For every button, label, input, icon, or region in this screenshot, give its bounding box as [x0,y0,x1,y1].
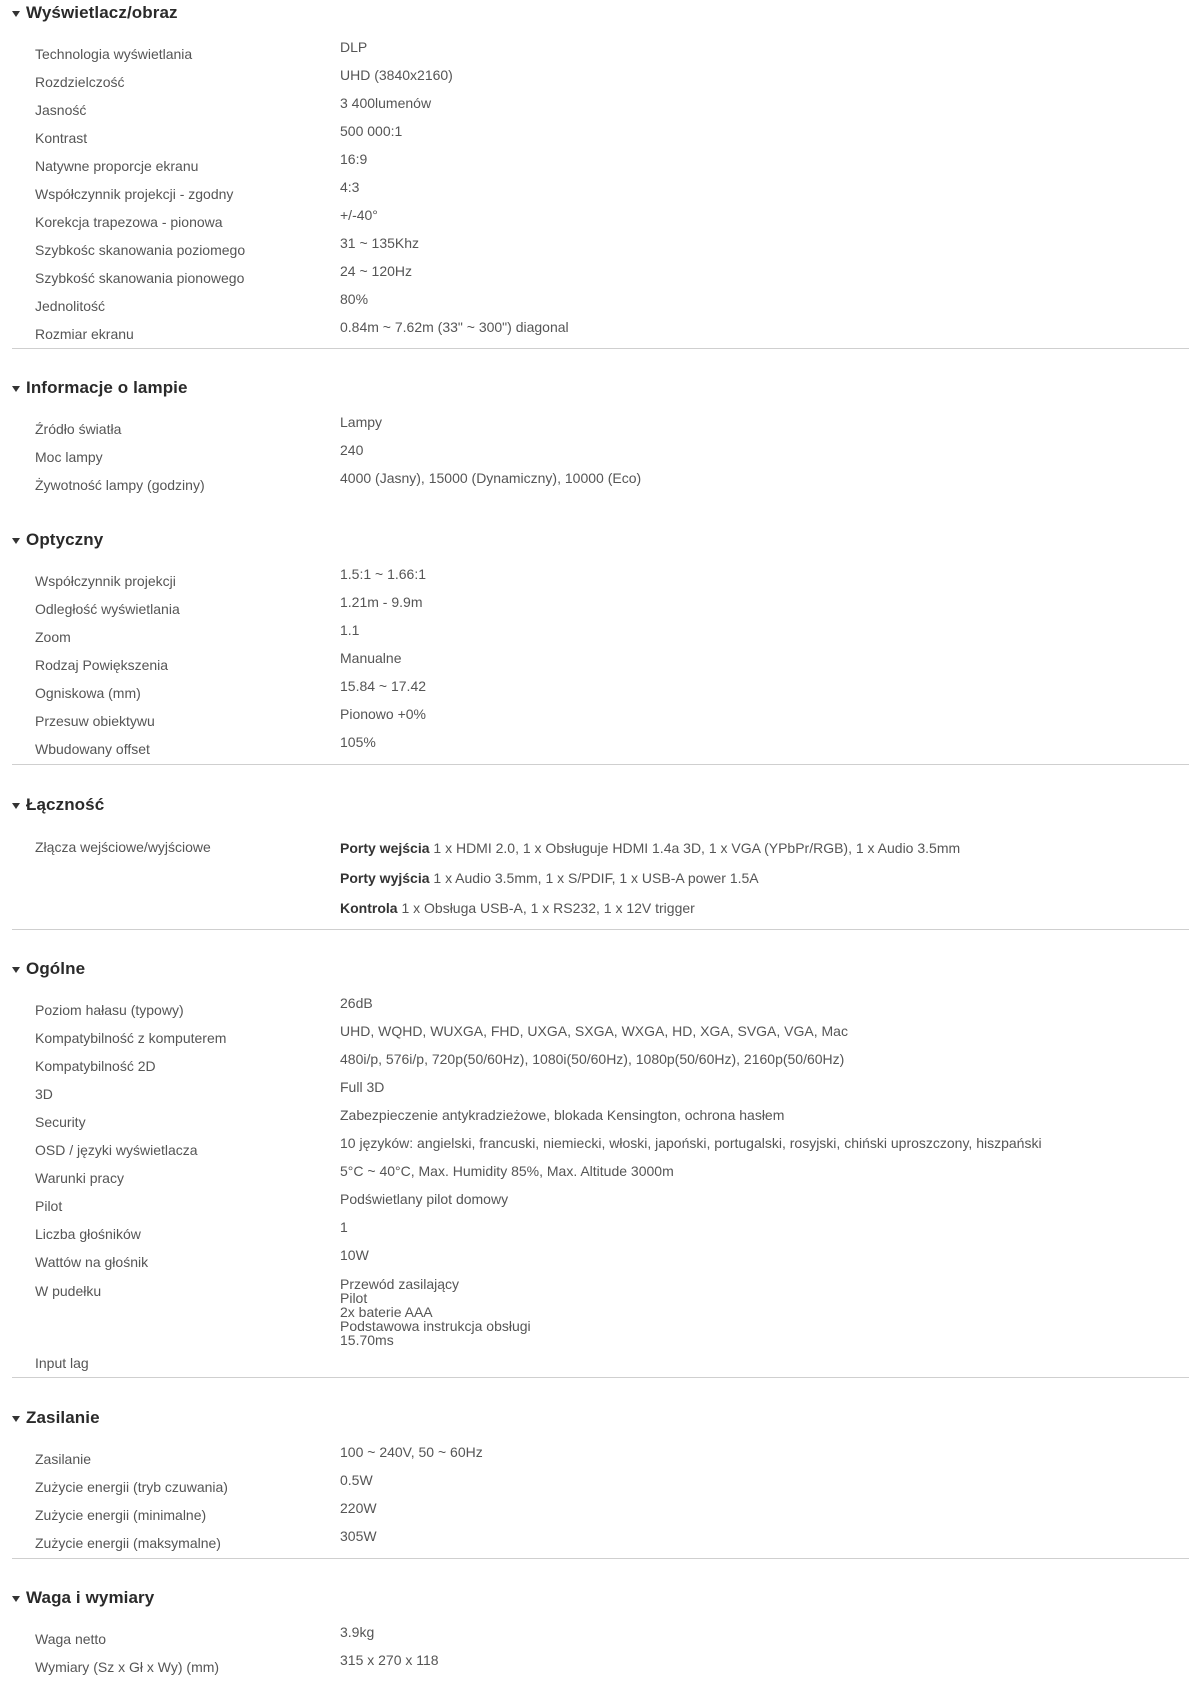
spec-label: Wbudowany offset [35,741,150,757]
section-title: Informacje o lampie [26,378,188,397]
spec-value-input-lag: 15.70ms [340,1332,394,1348]
spec-label: Wymiary (Sz x Gł x Wy) (mm) [35,1659,220,1675]
spec-value: 10 języków: angielski, francuski, niemiecki, włoski, japoński, portugalski, rosyjski, chiński uproszczony, hiszpański [340,1135,1042,1151]
spec-value: Podświetlany pilot domowy [340,1191,509,1207]
spec-value: Pionowo +0% [340,706,427,722]
spec-value: 305W [340,1528,377,1544]
spec-value: 1 [340,1219,348,1235]
spec-label: Ogniskowa (mm) [35,685,141,701]
spec-label: Złącza wejściowe/wyjściowe [35,839,211,855]
spec-value: 0.5W [340,1472,373,1488]
section-title: Ogólne [26,959,86,978]
spec-label: Zużycie energii (tryb czuwania) [35,1479,228,1495]
spec-value: 80% [340,291,369,307]
spec-label: Żywotność lampy (godziny) [35,477,205,493]
spec-label: Jednolitość [35,298,106,314]
section-header-power[interactable] [12,1408,100,1428]
spec-value: 500 000:1 [340,123,403,139]
spec-value: Lampy [340,414,383,430]
in-box-item: 2x baterie AAA [340,1304,433,1320]
connectivity-key: Porty wyjścia [340,870,430,886]
section-title: Wyświetlacz/obraz [26,3,178,22]
connectivity-line-control [340,900,695,916]
spec-value: 4:3 [340,179,360,195]
section-divider [12,1558,1189,1559]
spec-value: 220W [340,1500,377,1516]
spec-label: Źródło światła [35,421,122,437]
spec-label: Rodzaj Powiększenia [35,657,169,673]
spec-label-in-box: W pudełku [35,1283,102,1299]
spec-value: 26dB [340,995,373,1011]
spec-label-input-lag: Input lag [35,1355,89,1371]
section-divider [12,1377,1189,1378]
spec-value: UHD (3840x2160) [340,67,453,83]
spec-label: Zużycie energii (maksymalne) [35,1535,221,1551]
spec-label: Szybkośc skanowania poziomego [35,242,246,258]
section-title: Łączność [26,795,105,814]
spec-value: 24 ~ 120Hz [340,263,412,279]
spec-label: Jasność [35,102,87,118]
connectivity-line-inputs [340,840,960,856]
spec-value: DLP [340,39,368,55]
spec-value: 100 ~ 240V, 50 ~ 60Hz [340,1444,483,1460]
connectivity-text: 1 x Obsługa USB-A, 1 x RS232, 1 x 12V trigger [397,900,695,916]
connectivity-line-outputs [340,870,759,886]
spec-label: Warunki pracy [35,1170,124,1186]
section-divider [12,929,1189,930]
caret-down-icon [12,803,20,809]
spec-label: Technologia wyświetlania [35,46,193,62]
spec-value: 240 [340,442,364,458]
spec-label: Kompatybilność 2D [35,1058,156,1074]
spec-label: Liczba głośników [35,1226,141,1242]
section-title: Zasilanie [26,1408,100,1427]
spec-label: Waga netto [35,1631,107,1647]
spec-label: Zoom [35,629,71,645]
spec-label: Pilot [35,1198,63,1214]
caret-down-icon [12,1416,20,1422]
section-header-general[interactable] [12,959,85,979]
spec-value: Full 3D [340,1079,385,1095]
section-header-weight[interactable] [12,1588,154,1608]
in-box-item: Podstawowa instrukcja obsługi [340,1318,531,1334]
spec-label: OSD / języki wyświetlacza [35,1142,198,1158]
spec-value: +/-40° [340,207,378,223]
caret-down-icon [12,538,20,544]
section-header-lamp[interactable] [12,378,188,398]
spec-label: Natywne proporcje ekranu [35,158,199,174]
connectivity-key: Porty wejścia [340,840,430,856]
spec-label: Rozmiar ekranu [35,326,134,342]
section-divider [12,348,1189,349]
spec-label: Współczynnik projekcji [35,573,176,589]
in-box-item: Pilot [340,1290,368,1306]
caret-down-icon [12,1596,20,1602]
spec-label: 3D [35,1086,53,1102]
spec-label: Współczynnik projekcji - zgodny [35,186,234,202]
spec-label: Zasilanie [35,1451,92,1467]
spec-label: Rozdzielczość [35,74,125,90]
spec-label: Security [35,1114,86,1130]
spec-value: 15.84 ~ 17.42 [340,678,427,694]
spec-label: Szybkość skanowania pionowego [35,270,245,286]
caret-down-icon [12,967,20,973]
spec-label: Kontrast [35,130,88,146]
spec-value: 4000 (Jasny), 15000 (Dynamiczny), 10000 (Eco) [340,470,642,486]
spec-label: Kompatybilność z komputerem [35,1030,227,1046]
spec-label: Korekcja trapezowa - pionowa [35,214,223,230]
spec-label: Wattów na głośnik [35,1254,149,1270]
spec-value: 3.9kg [340,1624,375,1640]
spec-label: Moc lampy [35,449,103,465]
spec-value: 1.21m - 9.9m [340,594,423,610]
section-title: Waga i wymiary [26,1588,155,1607]
in-box-item: Przewód zasilający [340,1276,460,1292]
spec-label: Poziom hałasu (typowy) [35,1002,184,1018]
in-box-list [340,1277,531,1347]
section-header-display[interactable] [12,3,178,23]
spec-value: 10W [340,1247,369,1263]
connectivity-text: 1 x Audio 3.5mm, 1 x S/PDIF, 1 x USB-A power 1.5A [429,870,759,886]
spec-value: 480i/p, 576i/p, 720p(50/60Hz), 1080i(50/60Hz), 1080p(50/60Hz), 2160p(50/60Hz) [340,1051,845,1067]
spec-value: 1.5:1 ~ 1.66:1 [340,566,427,582]
section-title: Optyczny [26,530,104,549]
connectivity-key: Kontrola [340,900,398,916]
section-header-connectivity[interactable] [12,795,104,815]
spec-value: Zabezpieczenie antykradzieżowe, blokada Kensington, ochrona hasłem [340,1107,785,1123]
spec-value: 31 ~ 135Khz [340,235,420,251]
caret-down-icon [12,386,20,392]
spec-label: Przesuw obiektywu [35,713,155,729]
spec-label: Zużycie energii (minimalne) [35,1507,207,1523]
spec-label: Odległość wyświetlania [35,601,180,617]
spec-value: 3 400lumenów [340,95,432,111]
section-header-optics[interactable] [12,530,103,550]
caret-down-icon [12,11,20,17]
spec-value: Manualne [340,650,402,666]
spec-value: UHD, WQHD, WUXGA, FHD, UXGA, SXGA, WXGA, HD, XGA, SVGA, VGA, Mac [340,1023,848,1039]
spec-value: 315 x 270 x 118 [340,1652,439,1668]
spec-value: 1.1 [340,622,360,638]
spec-value: 5°C ~ 40°C, Max. Humidity 85%, Max. Altitude 3000m [340,1163,674,1179]
section-divider [12,764,1189,765]
spec-value: 0.84m ~ 7.62m (33" ~ 300") diagonal [340,319,569,335]
spec-value: 16:9 [340,151,368,167]
spec-value: 105% [340,734,376,750]
connectivity-text: 1 x HDMI 2.0, 1 x Obsługuje HDMI 1.4a 3D, 1 x VGA (YPbPr/RGB), 1 x Audio 3.5mm [429,840,961,856]
